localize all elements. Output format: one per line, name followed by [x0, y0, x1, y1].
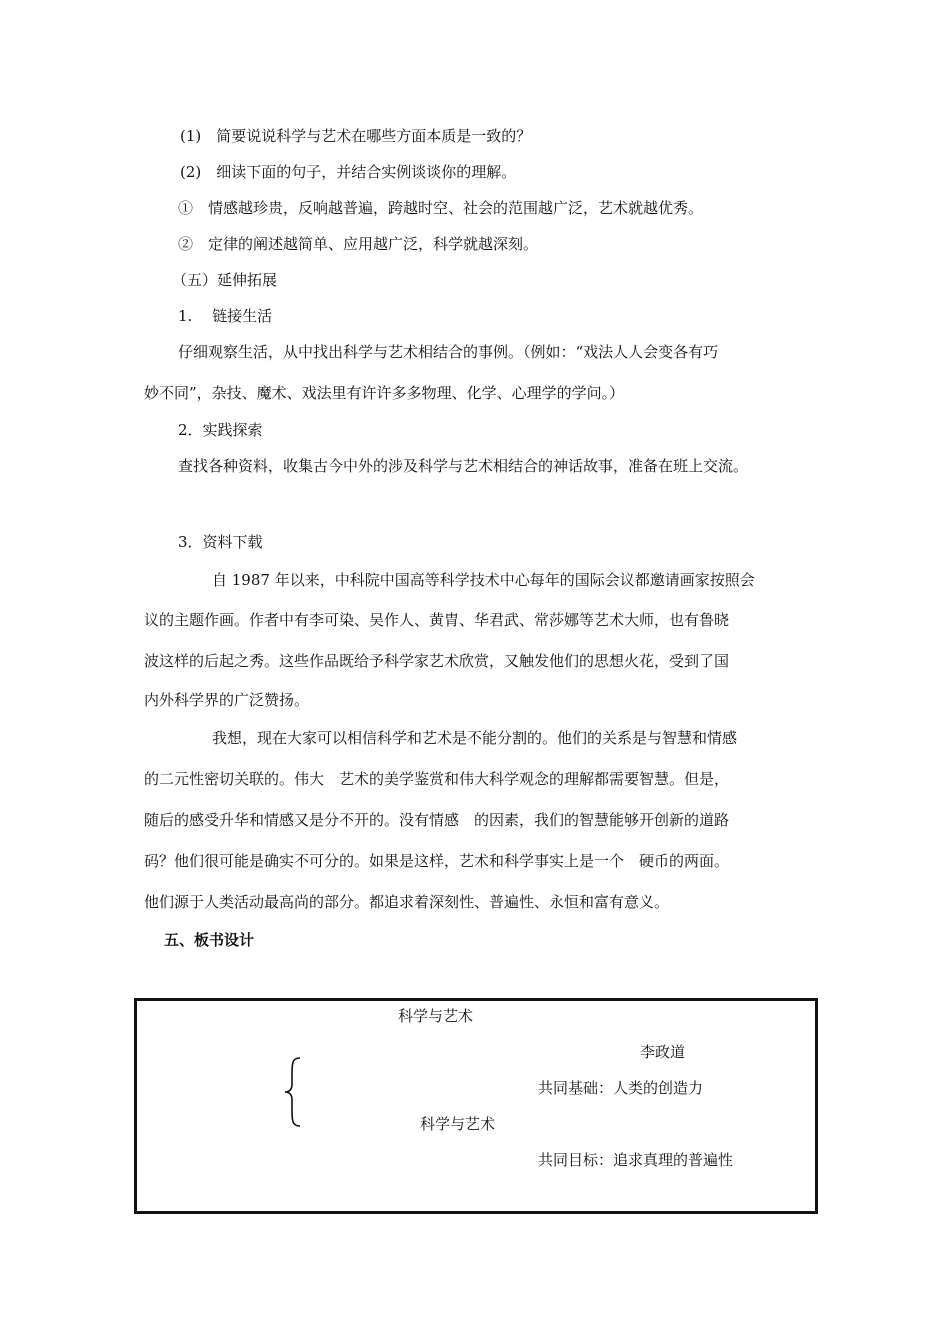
- item2-text: 查找各种资料，收集古今中外的涉及科学与艺术相结合的神话故事，准备在班上交流。: [178, 457, 749, 475]
- question-2: (2) 细读下面的句子，并结合实例谈谈你的理解。: [180, 163, 517, 181]
- para1-line2: 议的主题作画。作者中有李可染、吴作人、黄胄、华君武、常莎娜等艺术大师，也有鲁晓: [144, 611, 730, 629]
- para2-line1: 我想，现在大家可以相信科学和艺术是不能分割的。他们的关系是与智慧和情感: [212, 729, 738, 747]
- para2-line5: 他们源于人类活动最高尚的部分。都追求着深刻性、普遍性、永恒和富有意义。: [144, 893, 670, 911]
- sentence-1: ① 情感越珍贵，反响越普遍，跨越时空、社会的范围越广泛，艺术就越优秀。: [178, 199, 704, 217]
- para2-line2: 的二元性密切关联的。伟大 艺术的美学鉴赏和伟大科学观念的理解都需要智慧。但是，: [144, 770, 730, 788]
- para1-line3: 波这样的后起之秀。这些作品既给予科学家艺术欣赏，又触发他们的思想火花，受到了国: [144, 652, 730, 670]
- curly-brace-icon: [282, 1056, 306, 1128]
- board-author: 李政道: [640, 1043, 686, 1061]
- extension-heading: （五）延伸拓展: [172, 271, 278, 289]
- para1-line1: 自 1987 年以来，中科院中国高等科学技术中心每年的国际会议都邀请画家按照会: [212, 571, 755, 589]
- question-1: (1) 简要说说科学与艺术在哪些方面本质是一致的？: [180, 127, 532, 145]
- para1-line4: 内外科学界的广泛赞扬。: [144, 691, 310, 709]
- para2-line3: 随后的感受升华和情感又是分不开的。没有情感 的因素，我们的智慧能够开创新的道路: [144, 811, 730, 829]
- board-basis: 共同基础：人类的创造力: [538, 1079, 704, 1097]
- item1-line1: 仔细观察生活，从中找出科学与艺术相结合的事例。（例如：“戏法人人会变各有巧: [178, 343, 719, 361]
- board-design-box: [134, 998, 818, 1214]
- item1-title: 1. 链接生活: [178, 307, 273, 325]
- item3-title: 3．资料下载: [178, 533, 263, 551]
- item1-line2: 妙不同”，杂技、魔术、戏法里有许许多多物理、化学、心理学的学问。）: [144, 384, 625, 402]
- board-section-title: 五、板书设计: [164, 931, 255, 949]
- para2-line4: 码？他们很可能是确实不可分的。如果是这样，艺术和科学事实上是一个 硬币的两面。: [144, 852, 730, 870]
- board-goal: 共同目标：追求真理的普遍性: [538, 1151, 734, 1169]
- board-center: 科学与艺术: [420, 1115, 496, 1133]
- item2-title: 2．实践探索: [178, 421, 263, 439]
- board-title: 科学与艺术: [398, 1007, 474, 1025]
- sentence-2: ② 定律的阐述越简单、应用越广泛，科学就越深刻。: [178, 235, 539, 253]
